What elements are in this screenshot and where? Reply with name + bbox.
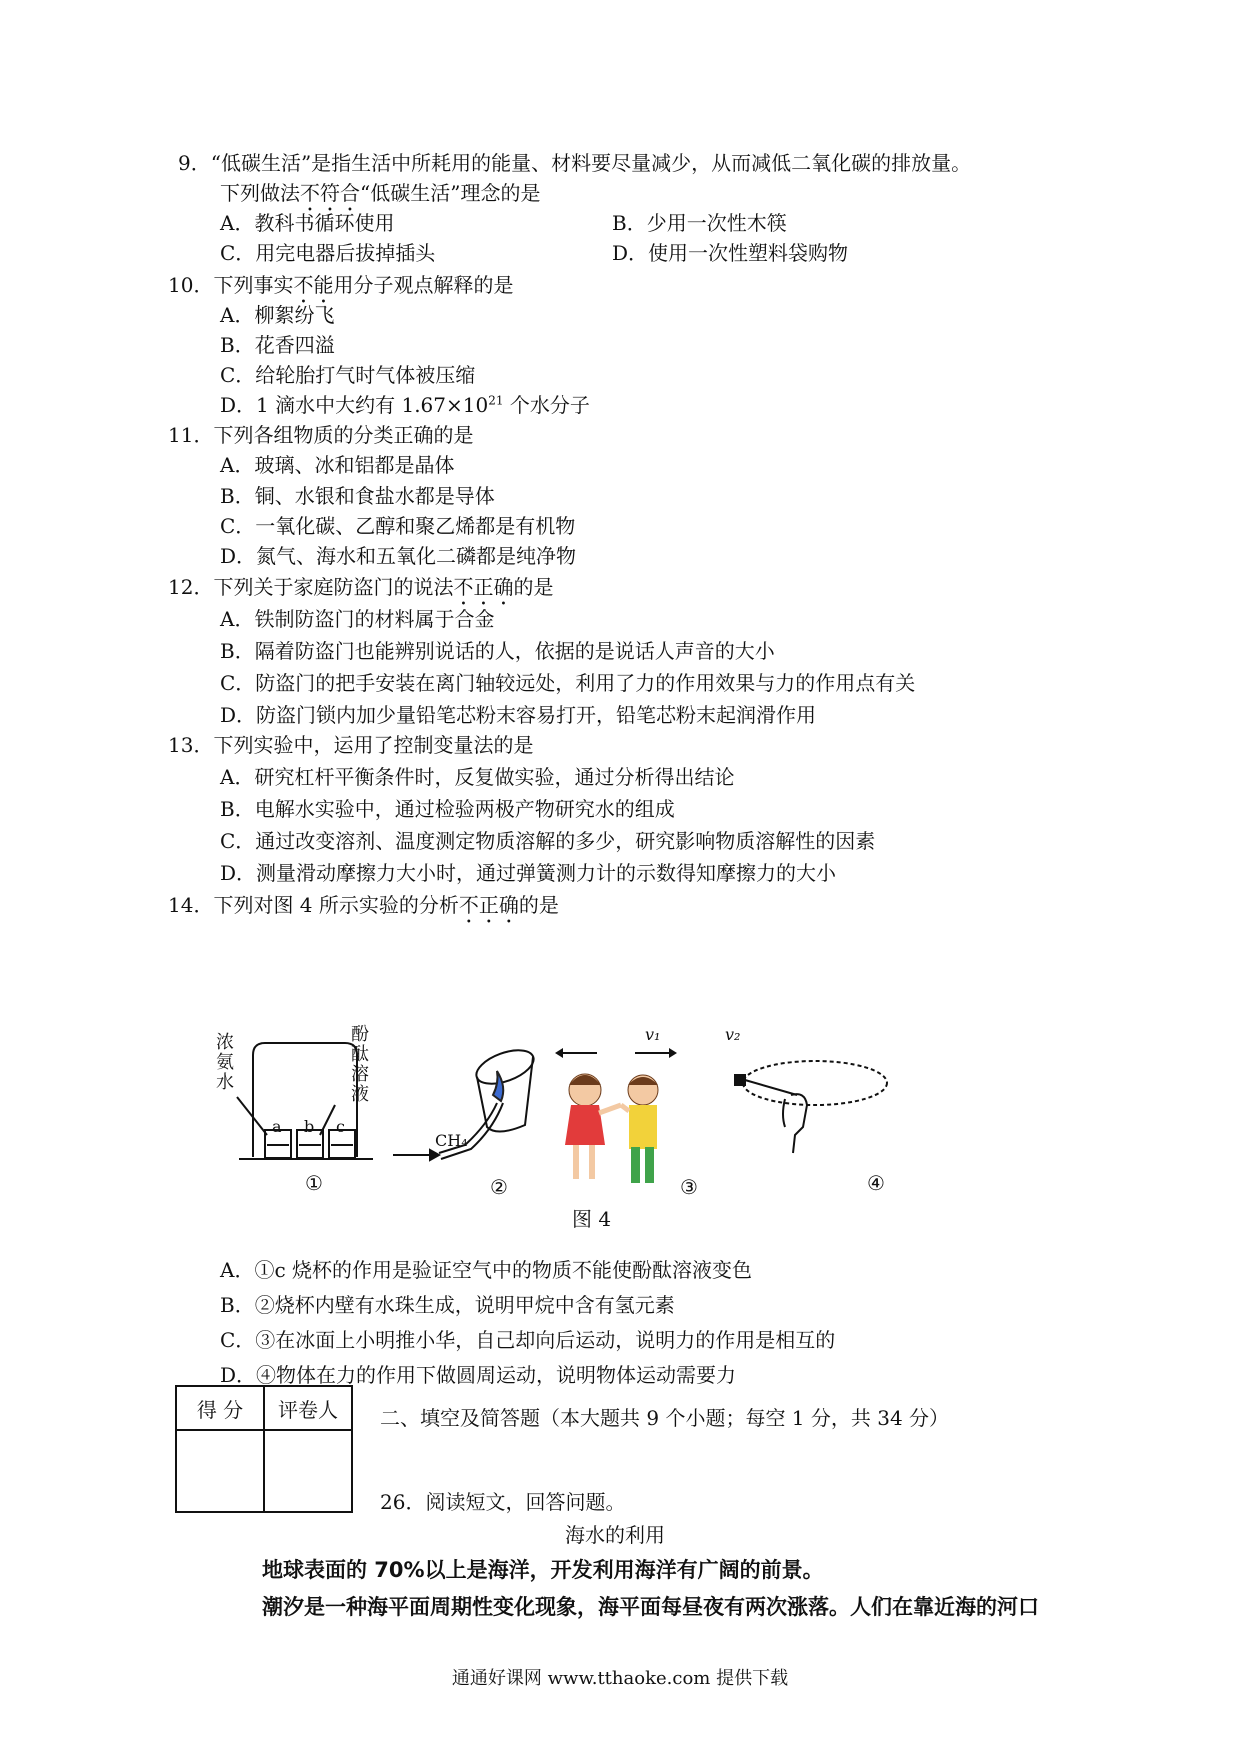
q10-option-a: A．柳絮纷飞 xyxy=(220,303,335,327)
figure-4-drawing xyxy=(225,1035,1045,1240)
label-char: 酚 xyxy=(351,1024,369,1045)
v1-label: v₁ xyxy=(645,1025,661,1044)
text: “低碳生活”理念的是 xyxy=(360,181,541,205)
q14-option-b: B．②烧杯内壁有水珠生成，说明甲烷中含有氢元素 xyxy=(220,1293,675,1317)
text: 下列做法 xyxy=(220,181,300,205)
q11-option-a: A．玻璃、冰和铝都是晶体 xyxy=(220,453,455,477)
q11-option-c: C．一氧化碳、乙醇和聚乙烯都是有机物 xyxy=(220,514,576,538)
figure-caption: 图 4 xyxy=(572,1207,612,1231)
figure-label-1: ① xyxy=(305,1171,323,1195)
emphasis-text: 不能 xyxy=(293,273,334,297)
q9-option-c: C．用完电器后拔掉插头 xyxy=(220,241,436,265)
question-number: 9． xyxy=(178,151,211,175)
q9-option-a: A．教科书循环使用 xyxy=(220,211,395,235)
label-char: 浓 xyxy=(216,1032,234,1053)
question-number: 26． xyxy=(380,1490,426,1514)
emphasis-text: 不符合 xyxy=(300,181,360,205)
q9-option-d: D．使用一次性塑料袋购物 xyxy=(612,241,849,265)
question-number: 13． xyxy=(168,733,214,757)
emphasis-text: 不正确 xyxy=(458,893,519,917)
q13-option-d: D．测量滑动摩擦力大小时，通过弹簧测力计的示数得知摩擦力的大小 xyxy=(220,861,837,885)
text: 用分子观点解释的是 xyxy=(333,273,514,297)
q14-option-d: D．④物体在力的作用下做圆周运动，说明物体运动需要力 xyxy=(220,1363,737,1387)
figure-4 xyxy=(216,1024,1045,1240)
q10-option-d xyxy=(220,390,590,420)
text: 下列实验中，运用了控制变量法的是 xyxy=(213,733,534,757)
page-footer: 通通好课网 www.tthaoke.com 提供下载 xyxy=(451,1668,789,1689)
q12-option-d: D．防盗门锁内加少量铅笔芯粉末容易打开，铅笔芯粉末起润滑作用 xyxy=(220,703,817,727)
q9-stem-line1 xyxy=(178,148,971,178)
question-number: 14． xyxy=(168,893,214,917)
q13-stem xyxy=(168,730,533,760)
q13-option-a: A．研究杠杆平衡条件时，反复做实验，通过分析得出结论 xyxy=(220,765,735,789)
question-number: 12． xyxy=(168,575,214,599)
q11-option-b: B．铜、水银和食盐水都是导体 xyxy=(220,484,495,508)
score-table xyxy=(175,1385,353,1513)
grader-header: 评卷人 xyxy=(264,1386,352,1430)
score-cell[interactable] xyxy=(176,1430,264,1512)
grader-cell[interactable] xyxy=(264,1430,352,1512)
passage-paragraph-1: 地球表面的 70%以上是海洋，开发利用海洋有广阔的前景。 xyxy=(262,1558,824,1582)
q14-stem xyxy=(168,890,559,928)
v2-label: v₂ xyxy=(725,1025,741,1044)
figure-label-4: ④ xyxy=(867,1171,885,1195)
text: 下列对图 4 所示实验的分析 xyxy=(213,893,459,917)
score-header: 得 分 xyxy=(176,1386,264,1430)
q11-option-d: D．氮气、海水和五氧化二磷都是纯净物 xyxy=(220,544,577,568)
figure-label-2: ② xyxy=(490,1175,508,1199)
emphasis-text: 不正确 xyxy=(453,575,514,599)
text: 的是 xyxy=(518,893,559,917)
text: 个水分子 xyxy=(503,393,590,417)
label-char: 水 xyxy=(216,1072,234,1093)
exponent: 21 xyxy=(488,393,504,408)
ammonia-label xyxy=(215,1033,235,1093)
q13-option-b: B．电解水实验中，通过检验两极产物研究水的组成 xyxy=(220,797,675,821)
q14-option-c: C．③在冰面上小明推小华，自己却向后运动，说明力的作用是相互的 xyxy=(220,1328,836,1352)
beaker-b-label: b xyxy=(304,1117,315,1136)
text: D．1 滴水中大约有 1.67×10 xyxy=(220,393,489,417)
q13-option-c: C．通过改变溶剂、温度测定物质溶解的多少，研究影响物质溶解性的因素 xyxy=(220,829,876,853)
beaker-a-label: a xyxy=(272,1117,282,1136)
q26-stem xyxy=(380,1487,625,1517)
text: 的是 xyxy=(513,575,554,599)
q12-option-a: A．铁制防盗门的材料属于合金 xyxy=(220,607,495,631)
q12-option-b: B．隔着防盗门也能辨别说话的人，依据的是说话人声音的大小 xyxy=(220,639,775,663)
figure-label-3: ③ xyxy=(680,1175,698,1199)
beaker-c-label: c xyxy=(336,1117,345,1136)
text: 下列关于家庭防盗门的说法 xyxy=(213,575,454,599)
label-char: 酞 xyxy=(351,1044,369,1065)
q12-option-c: C．防盗门的把手安装在离门轴较远处，利用了力的作用效果与力的作用点有关 xyxy=(220,671,916,695)
experiment-4-circular-motion xyxy=(735,1061,887,1153)
phenolphthalein-label xyxy=(350,1025,370,1105)
question-text: “低碳生活”是指生活中所耗用的能量、材料要尽量减少，从而减低二氧化碳的排放量。 xyxy=(210,151,972,175)
q10-option-c: C．给轮胎打气时气体被压缩 xyxy=(220,363,476,387)
q9-option-b: B．少用一次性木筷 xyxy=(612,211,787,235)
ch4-label: CH₄ xyxy=(435,1131,468,1150)
question-number: 10． xyxy=(168,273,214,297)
label-char: 氨 xyxy=(216,1052,234,1073)
experiment-3-children-on-ice xyxy=(555,1048,677,1183)
section-heading: 二、填空及简答题（本大题共 9 个小题；每空 1 分，共 34 分） xyxy=(380,1406,950,1430)
text: 下列各组物质的分类正确的是 xyxy=(213,423,474,447)
passage-title: 海水的利用 xyxy=(565,1523,665,1547)
question-number: 11． xyxy=(168,423,214,447)
text: 阅读短文，回答问题。 xyxy=(425,1490,626,1514)
q14-option-a: A．①c 烧杯的作用是验证空气中的物质不能使酚酞溶液变色 xyxy=(220,1258,753,1282)
q11-stem xyxy=(168,420,473,450)
label-char: 液 xyxy=(351,1084,369,1105)
q10-option-b: B．花香四溢 xyxy=(220,333,335,357)
passage-paragraph-2: 潮汐是一种海平面周期性变化现象，海平面每昼夜有两次涨落。人们在靠近海的河口 xyxy=(262,1595,1039,1619)
text: 下列事实 xyxy=(213,273,294,297)
label-char: 溶 xyxy=(351,1064,369,1085)
